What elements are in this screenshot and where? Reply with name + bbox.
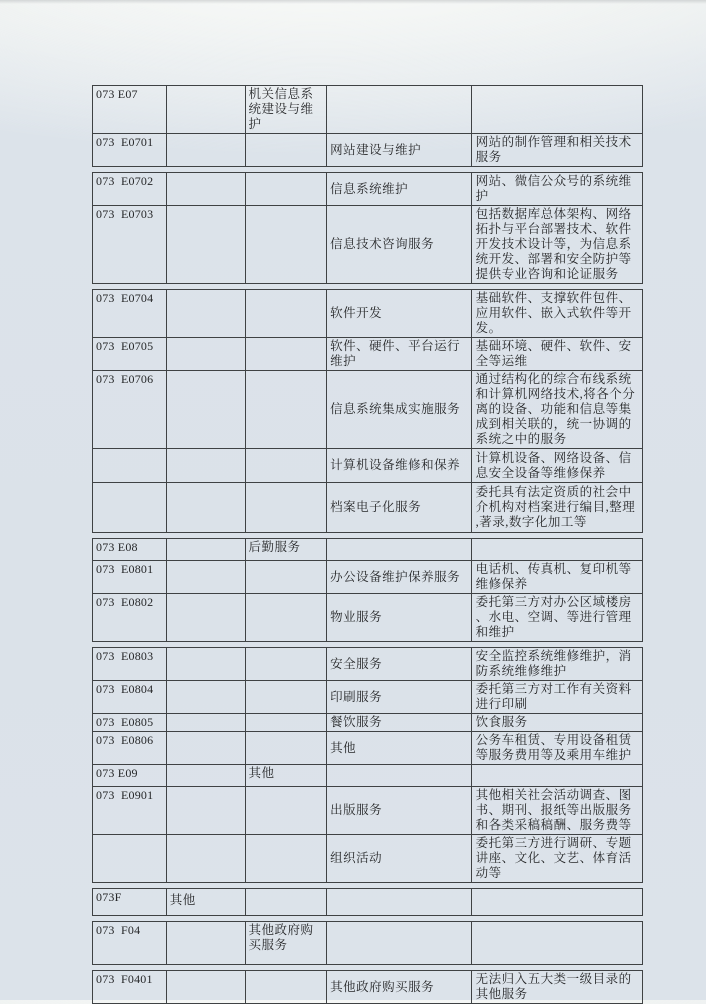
description-cell [472,449,642,482]
item-name-text: 餐饮服务 [330,715,383,729]
description-text: 其他相关社会活动调查、图书、期刊、报纸等出版服务和各类采稿稿酬、服务费等 [475,788,632,832]
category-level1-cell [167,449,247,482]
description-cell [472,86,642,133]
description-cell [472,922,642,964]
item-name-text: 网站建设与维护 [330,142,422,157]
item-name-text: 出版服务 [330,803,383,817]
category-level1-cell [167,483,247,532]
description-cell [472,206,642,283]
code-cell [93,449,167,482]
item-name-cell [327,732,471,764]
category-level2-cell [246,732,327,764]
table-row [92,970,643,1004]
category-level2-cell [246,173,327,205]
description-text: 安全监控系统维修维护，消防系统维修维护 [475,649,632,678]
table-row [92,786,643,835]
item-name-text: 档案电子化服务 [330,500,422,514]
item-name-text: 物业服务 [330,610,383,624]
description-cell [472,594,642,641]
description-text: 委托第三方进行调研、专题讲座、文化、文艺、体育活动等 [475,836,632,880]
item-name-text: 办公设备维护保养服务 [330,569,461,584]
category-level2-cell [246,449,327,482]
code-cell: 073 E09 [93,765,167,786]
table-row [92,834,643,883]
category-level1-cell [167,787,247,834]
description-cell [472,539,642,560]
code-cell [93,483,167,532]
category-level1-cell: 其他 [167,889,247,915]
description-cell [472,765,642,786]
description-cell [472,732,642,764]
description-cell [472,714,642,731]
category-level2-cell [246,338,327,370]
category-level1-cell [167,371,247,448]
item-name-cell [327,449,471,482]
category-level2-cell [246,835,327,882]
description-text: 无法归入五大类一级目录的其他服务 [475,972,632,1001]
item-name-cell [327,648,471,680]
category-level1-cell [167,732,247,764]
category-level1-cell [167,539,247,560]
table-row [92,593,643,642]
code-cell: 073 E0804 [93,681,167,713]
description-text: 基础环境、硬件、软件、安全等运维 [475,339,632,368]
description-cell [472,290,642,337]
item-name-cell [327,539,471,560]
service-catalog-table [92,86,643,1004]
description-cell [472,134,642,166]
category-level1-cell [167,173,247,205]
code-cell: 073 E0705 [93,338,167,370]
category-level1-cell [167,290,247,337]
code-cell: 073 E0802 [93,594,167,641]
table-row [92,337,643,371]
table-row [92,482,643,533]
category-level2-cell [246,714,327,731]
table-row [92,764,643,787]
item-name-text: 安全服务 [330,656,383,671]
description-text: 公务车租赁、专用设备租赁等服务费用等及乘用车维护 [475,733,632,762]
table-row [92,289,643,338]
category-level1-cell [167,561,247,593]
code-cell: 073 E07 [93,86,167,133]
category-level2-cell [246,787,327,834]
item-name-cell [327,371,471,448]
description-text: 网站的制作管理和相关技术服务 [475,135,632,164]
item-name-text: 印刷服务 [330,689,383,704]
description-cell [472,971,642,1003]
category-level2-cell: 机关信息系统建设与维护 [246,86,327,133]
category-level2-cell [246,681,327,713]
item-name-cell [327,134,471,166]
description-cell [472,483,642,532]
category-level1-cell [167,971,247,1003]
description-cell [472,889,642,915]
code-cell: 073 E08 [93,539,167,560]
category-level2-cell [246,594,327,641]
category-level2-cell: 其他政府购买服务 [246,922,327,964]
table-row [92,205,643,284]
item-name-text: 信息技术咨询服务 [330,237,435,251]
description-text: 网站、微信公众号的系统维护 [475,174,632,203]
description-cell [472,787,642,834]
scan-top-edge-shadow [0,0,706,4]
description-cell [472,681,642,713]
table-row [92,538,643,561]
description-cell [472,338,642,370]
item-name-cell [327,971,471,1003]
category-level2-cell [246,483,327,532]
table-row [92,448,643,483]
item-name-cell [327,787,471,834]
code-cell: 073 E0805 [93,714,167,731]
item-name-cell [327,561,471,593]
category-level2-cell: 后勤服务 [246,539,327,560]
description-text: 包括数据库总体架构、网络拓扑与平台部署技术、软件开发技术设计等，为信息系统开发、部署和安全防护等提供专业咨询和论证服务 [475,207,632,281]
category-level2-cell [246,371,327,448]
item-name-cell [327,483,471,532]
table-row [92,172,643,206]
code-cell: 073 E0806 [93,732,167,764]
item-name-text: 软件、硬件、平台运行维护 [330,339,461,368]
category-level2-cell [246,561,327,593]
item-name-text: 计算机设备维修和保养 [330,458,461,472]
category-level1-cell [167,835,247,882]
code-cell: 073 F04 [93,922,167,964]
table-row [92,731,643,765]
category-level2-cell [246,134,327,166]
category-level1-cell [167,681,247,713]
item-name-cell [327,889,471,915]
description-text: 计算机设备、网络设备、信息安全设备等维修保养 [475,450,632,480]
category-level1-cell [167,338,247,370]
table-row [92,85,643,134]
item-name-cell [327,681,471,713]
item-name-text: 软件开发 [330,306,383,320]
item-name-cell [327,594,471,641]
item-name-cell [327,338,471,370]
table-row [92,921,643,965]
table-row [92,680,643,714]
description-cell [472,371,642,448]
code-cell: 073 E0701 [93,134,167,166]
code-cell [93,835,167,882]
table-row [92,888,643,916]
code-cell: 073 E0703 [93,206,167,283]
code-cell: 073 E0901 [93,787,167,834]
description-cell [472,648,642,680]
category-level2-cell [246,971,327,1003]
category-level2-cell [246,290,327,337]
category-level2-cell [246,648,327,680]
item-name-cell [327,835,471,882]
table-row [92,560,643,594]
description-cell [472,835,642,882]
item-name-cell [327,290,471,337]
description-text: 委托第三方对工作有关资料进行印刷 [475,682,632,711]
category-level2-cell [246,889,327,915]
category-level1-cell [167,594,247,641]
item-name-text: 信息系统维护 [330,181,409,196]
category-level1-cell [167,86,247,133]
item-name-cell [327,173,471,205]
table-row [92,133,643,167]
code-cell: 073 E0801 [93,561,167,593]
category-level1-cell [167,714,247,731]
code-cell: 073 E0704 [93,290,167,337]
category-level1-cell [167,206,247,283]
item-name-cell [327,714,471,731]
item-name-cell [327,206,471,283]
table-row [92,713,643,732]
code-cell: 073F [93,889,167,915]
item-name-text: 其他 [330,740,357,755]
item-name-cell [327,86,471,133]
category-level1-cell [167,922,247,964]
table-row [92,647,643,681]
description-text: 委托第三方对办公区域楼房、水电、空调、等进行管理和维护 [475,595,632,639]
description-text: 通过结构化的综合布线系统和计算机网络技术,将各个分离的设备、功能和信息等集成到相关联的，统一协调的系统之中的服务 [475,372,636,446]
category-level2-cell [246,206,327,283]
item-name-text: 其他政府购买服务 [330,979,435,994]
code-cell: 073 E0803 [93,648,167,680]
code-cell: 073 F0401 [93,971,167,1003]
category-level2-cell: 其他 [246,765,327,786]
item-name-text: 信息系统集成实施服务 [330,402,461,416]
table-row [92,370,643,449]
item-name-cell [327,765,471,786]
description-text: 电话机、传真机、复印机等维修保养 [475,562,632,591]
item-name-text: 组织活动 [330,851,383,865]
description-text: 委托具有法定资质的社会中介机构对档案进行编目,整理,著录,数字化加工等 [475,485,636,529]
description-text: 基础软件、支撑软件包件、应用软件、嵌入式软件等开发。 [475,291,632,335]
category-level1-cell [167,134,247,166]
code-cell: 073 E0706 [93,371,167,448]
category-level1-cell [167,765,247,786]
description-cell [472,561,642,593]
description-cell [472,173,642,205]
code-cell: 073 E0702 [93,173,167,205]
description-text: 饮食服务 [475,715,528,729]
category-level1-cell [167,648,247,680]
item-name-cell [327,922,471,964]
